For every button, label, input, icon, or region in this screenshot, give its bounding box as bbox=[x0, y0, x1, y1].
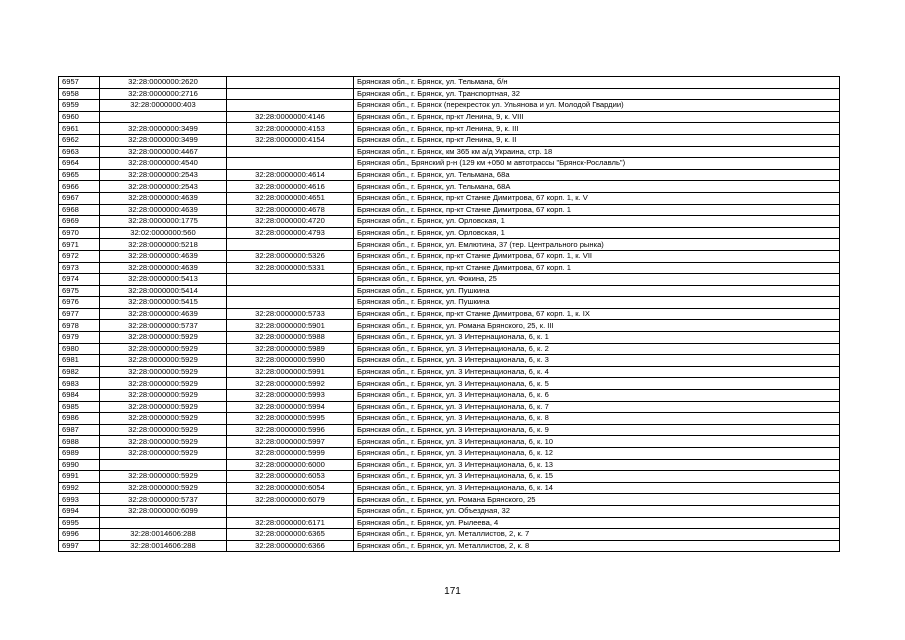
table-row bbox=[59, 343, 840, 355]
related-cadastral-number-cell: 32:28:0000000:5991 bbox=[227, 366, 354, 378]
cadastral-number-cell: 32:28:0000000:5737 bbox=[100, 320, 227, 332]
cadastral-number-cell: 32:28:0000000:5414 bbox=[100, 285, 227, 297]
address-cell: Брянская обл., г. Брянск, пр-кт Станке Димитрова, 67 корп. 1, к. V bbox=[354, 192, 840, 204]
row-number-cell: 6984 bbox=[59, 390, 100, 402]
address-cell: Брянская обл., г. Брянск, ул. 3 Интернационала, 6, к. 3 bbox=[354, 355, 840, 367]
related-cadastral-number-cell: 32:28:0000000:4793 bbox=[227, 227, 354, 239]
address-cell: Брянская обл., г. Брянск, ул. 3 Интернационала, 6, к. 9 bbox=[354, 424, 840, 436]
address-cell: Брянская обл., г. Брянск, ул. Металлистов, 2, к. 7 bbox=[354, 529, 840, 541]
cadastral-number-cell: 32:28:0000000:5415 bbox=[100, 297, 227, 309]
related-cadastral-number-cell: 32:28:0000000:5994 bbox=[227, 401, 354, 413]
related-cadastral-number-cell bbox=[227, 505, 354, 517]
related-cadastral-number-cell: 32:28:0000000:4153 bbox=[227, 123, 354, 135]
address-cell: Брянская обл., г. Брянск, ул. 3 Интернационала, 6, к. 8 bbox=[354, 413, 840, 425]
address-cell: Брянская обл., г. Брянск, ул. Романа Брянского, 25 bbox=[354, 494, 840, 506]
address-cell: Брянская обл., г. Брянск, пр-кт Ленина, 9, к. II bbox=[354, 134, 840, 146]
related-cadastral-number-cell: 32:28:0000000:4651 bbox=[227, 192, 354, 204]
address-cell: Брянская обл., г. Брянск, пр-кт Станке Димитрова, 67 корп. 1, к. VII bbox=[354, 250, 840, 262]
related-cadastral-number-cell: 32:28:0000000:5901 bbox=[227, 320, 354, 332]
address-cell: Брянская обл., г. Брянск, пр-кт Ленина, 9, к. VIII bbox=[354, 111, 840, 123]
row-number-cell: 6986 bbox=[59, 413, 100, 425]
table-row bbox=[59, 274, 840, 286]
table-row bbox=[59, 505, 840, 517]
row-number-cell: 6987 bbox=[59, 424, 100, 436]
table-row bbox=[59, 355, 840, 367]
row-number-cell: 6976 bbox=[59, 297, 100, 309]
related-cadastral-number-cell: 32:28:0000000:4146 bbox=[227, 111, 354, 123]
related-cadastral-number-cell: 32:28:0000000:5997 bbox=[227, 436, 354, 448]
row-number-cell: 6957 bbox=[59, 77, 100, 89]
row-number-cell: 6991 bbox=[59, 471, 100, 483]
related-cadastral-number-cell: 32:28:0000000:6079 bbox=[227, 494, 354, 506]
cadastral-number-cell: 32:28:0000000:5929 bbox=[100, 448, 227, 460]
related-cadastral-number-cell: 32:28:0000000:4614 bbox=[227, 169, 354, 181]
related-cadastral-number-cell: 32:28:0000000:4154 bbox=[227, 134, 354, 146]
related-cadastral-number-cell: 32:28:0000000:5988 bbox=[227, 332, 354, 344]
row-number-cell: 6988 bbox=[59, 436, 100, 448]
table-row bbox=[59, 482, 840, 494]
address-cell: Брянская обл., г. Брянск, ул. Орловская, 1 bbox=[354, 227, 840, 239]
table-row bbox=[59, 77, 840, 89]
related-cadastral-number-cell: 32:28:0000000:4616 bbox=[227, 181, 354, 193]
cadastral-number-cell: 32:28:0000000:5929 bbox=[100, 413, 227, 425]
table-row bbox=[59, 308, 840, 320]
row-number-cell: 6963 bbox=[59, 146, 100, 158]
address-cell: Брянская обл., г. Брянск, ул. 3 Интернационала, 6, к. 13 bbox=[354, 459, 840, 471]
address-cell: Брянская обл., г. Брянск, ул. Тельмана, б/н bbox=[354, 77, 840, 89]
address-cell: Брянская обл., г. Брянск, ул. Тельмана, 68А bbox=[354, 181, 840, 193]
row-number-cell: 6978 bbox=[59, 320, 100, 332]
related-cadastral-number-cell: 32:28:0000000:5995 bbox=[227, 413, 354, 425]
table-row bbox=[59, 123, 840, 135]
row-number-cell: 6958 bbox=[59, 88, 100, 100]
address-cell: Брянская обл., г. Брянск, ул. 3 Интернационала, 6, к. 15 bbox=[354, 471, 840, 483]
row-number-cell: 6992 bbox=[59, 482, 100, 494]
cadastral-number-cell: 32:28:0000000:4540 bbox=[100, 158, 227, 170]
table-row bbox=[59, 134, 840, 146]
cadastral-number-cell: 32:28:0000000:2543 bbox=[100, 169, 227, 181]
row-number-cell: 6995 bbox=[59, 517, 100, 529]
cadastral-number-cell: 32:28:0014606:288 bbox=[100, 540, 227, 552]
cadastral-number-cell bbox=[100, 517, 227, 529]
row-number-cell: 6960 bbox=[59, 111, 100, 123]
related-cadastral-number-cell bbox=[227, 239, 354, 251]
related-cadastral-number-cell: 32:28:0000000:5992 bbox=[227, 378, 354, 390]
table-row bbox=[59, 100, 840, 112]
related-cadastral-number-cell bbox=[227, 285, 354, 297]
cadastral-number-cell: 32:28:0000000:4639 bbox=[100, 192, 227, 204]
row-number-cell: 6961 bbox=[59, 123, 100, 135]
related-cadastral-number-cell: 32:28:0000000:5996 bbox=[227, 424, 354, 436]
row-number-cell: 6979 bbox=[59, 332, 100, 344]
address-cell: Брянская обл., г. Брянск, ул. Тельмана, 68а bbox=[354, 169, 840, 181]
address-cell: Брянская обл., г. Брянск, ул. 3 Интернационала, 6, к. 14 bbox=[354, 482, 840, 494]
cadastral-number-cell: 32:28:0000000:3499 bbox=[100, 134, 227, 146]
table-row bbox=[59, 494, 840, 506]
related-cadastral-number-cell bbox=[227, 88, 354, 100]
table-row bbox=[59, 332, 840, 344]
table-row bbox=[59, 262, 840, 274]
table-row bbox=[59, 88, 840, 100]
address-cell: Брянская обл., г. Брянск, ул. 3 Интернационала, 6, к. 2 bbox=[354, 343, 840, 355]
row-number-cell: 6966 bbox=[59, 181, 100, 193]
address-cell: Брянская обл., г. Брянск, ул. Металлистов, 2, к. 8 bbox=[354, 540, 840, 552]
related-cadastral-number-cell: 32:28:0000000:5999 bbox=[227, 448, 354, 460]
related-cadastral-number-cell: 32:28:0000000:6000 bbox=[227, 459, 354, 471]
row-number-cell: 6974 bbox=[59, 274, 100, 286]
row-number-cell: 6989 bbox=[59, 448, 100, 460]
table-row bbox=[59, 285, 840, 297]
address-cell: Брянская обл., г. Брянск, ул. 3 Интернационала, 6, к. 1 bbox=[354, 332, 840, 344]
cadastral-number-cell: 32:28:0000000:5929 bbox=[100, 390, 227, 402]
cadastral-number-cell: 32:28:0000000:403 bbox=[100, 100, 227, 112]
address-cell: Брянская обл., г. Брянск, ул. Емлютина, 37 (тер. Центрального рынка) bbox=[354, 239, 840, 251]
row-number-cell: 6969 bbox=[59, 216, 100, 228]
cadastral-number-cell: 32:28:0000000:5929 bbox=[100, 436, 227, 448]
address-cell: Брянская обл., г. Брянск, ул. 3 Интернационала, 6, к. 6 bbox=[354, 390, 840, 402]
cadastral-number-cell: 32:28:0000000:4639 bbox=[100, 262, 227, 274]
related-cadastral-number-cell: 32:28:0000000:6365 bbox=[227, 529, 354, 541]
cadastral-number-cell: 32:28:0014606:288 bbox=[100, 529, 227, 541]
cadastral-number-cell: 32:28:0000000:3499 bbox=[100, 123, 227, 135]
row-number-cell: 6964 bbox=[59, 158, 100, 170]
address-cell: Брянская обл., г. Брянск, ул. 3 Интернационала, 6, к. 10 bbox=[354, 436, 840, 448]
row-number-cell: 6975 bbox=[59, 285, 100, 297]
table-row bbox=[59, 192, 840, 204]
related-cadastral-number-cell: 32:28:0000000:5993 bbox=[227, 390, 354, 402]
table-row bbox=[59, 111, 840, 123]
row-number-cell: 6962 bbox=[59, 134, 100, 146]
related-cadastral-number-cell bbox=[227, 158, 354, 170]
related-cadastral-number-cell bbox=[227, 297, 354, 309]
related-cadastral-number-cell bbox=[227, 146, 354, 158]
registry-table bbox=[58, 76, 840, 552]
related-cadastral-number-cell bbox=[227, 100, 354, 112]
related-cadastral-number-cell bbox=[227, 77, 354, 89]
cadastral-number-cell: 32:28:0000000:5929 bbox=[100, 401, 227, 413]
address-cell: Брянская обл., г. Брянск, ул. Орловская, 1 bbox=[354, 216, 840, 228]
related-cadastral-number-cell: 32:28:0000000:6366 bbox=[227, 540, 354, 552]
row-number-cell: 6997 bbox=[59, 540, 100, 552]
row-number-cell: 6982 bbox=[59, 366, 100, 378]
row-number-cell: 6968 bbox=[59, 204, 100, 216]
table-row bbox=[59, 517, 840, 529]
related-cadastral-number-cell: 32:28:0000000:5326 bbox=[227, 250, 354, 262]
cadastral-number-cell: 32:28:0000000:4639 bbox=[100, 204, 227, 216]
table-row bbox=[59, 459, 840, 471]
address-cell: Брянская обл., г. Брянск, ул. 3 Интернационала, 6, к. 4 bbox=[354, 366, 840, 378]
address-cell: Брянская обл., г. Брянск, ул. Фокина, 25 bbox=[354, 274, 840, 286]
related-cadastral-number-cell: 32:28:0000000:5989 bbox=[227, 343, 354, 355]
row-number-cell: 6965 bbox=[59, 169, 100, 181]
address-cell: Брянская обл., г. Брянск, пр-кт Станке Димитрова, 67 корп. 1, к. IX bbox=[354, 308, 840, 320]
table-row bbox=[59, 158, 840, 170]
table-row bbox=[59, 424, 840, 436]
row-number-cell: 6993 bbox=[59, 494, 100, 506]
cadastral-number-cell: 32:28:0000000:5218 bbox=[100, 239, 227, 251]
row-number-cell: 6967 bbox=[59, 192, 100, 204]
table-row bbox=[59, 378, 840, 390]
cadastral-number-cell: 32:28:0000000:5929 bbox=[100, 424, 227, 436]
address-cell: Брянская обл., г. Брянск, ул. Романа Брянского, 25, к. III bbox=[354, 320, 840, 332]
related-cadastral-number-cell: 32:28:0000000:6053 bbox=[227, 471, 354, 483]
table-row bbox=[59, 448, 840, 460]
table-row bbox=[59, 216, 840, 228]
table-row bbox=[59, 146, 840, 158]
row-number-cell: 6959 bbox=[59, 100, 100, 112]
registry-table-body bbox=[59, 77, 840, 552]
cadastral-number-cell: 32:02:0000000:560 bbox=[100, 227, 227, 239]
related-cadastral-number-cell: 32:28:0000000:5990 bbox=[227, 355, 354, 367]
cadastral-number-cell: 32:28:0000000:5929 bbox=[100, 482, 227, 494]
table-row bbox=[59, 471, 840, 483]
row-number-cell: 6972 bbox=[59, 250, 100, 262]
row-number-cell: 6983 bbox=[59, 378, 100, 390]
related-cadastral-number-cell: 32:28:0000000:5733 bbox=[227, 308, 354, 320]
address-cell: Брянская обл., г. Брянск, ул. 3 Интернационала, 6, к. 7 bbox=[354, 401, 840, 413]
cadastral-number-cell: 32:28:0000000:5929 bbox=[100, 378, 227, 390]
related-cadastral-number-cell: 32:28:0000000:6054 bbox=[227, 482, 354, 494]
address-cell: Брянская обл., г. Брянск, пр-кт Станке Димитрова, 67 корп. 1 bbox=[354, 262, 840, 274]
address-cell: Брянская обл., г. Брянск, ул. Транспортная, 32 bbox=[354, 88, 840, 100]
cadastral-number-cell: 32:28:0000000:5737 bbox=[100, 494, 227, 506]
table-row bbox=[59, 204, 840, 216]
cadastral-number-cell: 32:28:0000000:5929 bbox=[100, 332, 227, 344]
related-cadastral-number-cell bbox=[227, 274, 354, 286]
related-cadastral-number-cell: 32:28:0000000:4678 bbox=[227, 204, 354, 216]
address-cell: Брянская обл., г. Брянск, пр-кт Ленина, 9, к. III bbox=[354, 123, 840, 135]
cadastral-number-cell: 32:28:0000000:5929 bbox=[100, 471, 227, 483]
table-row bbox=[59, 227, 840, 239]
cadastral-number-cell bbox=[100, 459, 227, 471]
row-number-cell: 6985 bbox=[59, 401, 100, 413]
cadastral-number-cell: 32:28:0000000:4467 bbox=[100, 146, 227, 158]
address-cell: Брянская обл., г. Брянск, ул. Рылеева, 4 bbox=[354, 517, 840, 529]
cadastral-number-cell: 32:28:0000000:6099 bbox=[100, 505, 227, 517]
page-number: 171 bbox=[444, 586, 461, 597]
related-cadastral-number-cell: 32:28:0000000:5331 bbox=[227, 262, 354, 274]
related-cadastral-number-cell: 32:28:0000000:4720 bbox=[227, 216, 354, 228]
row-number-cell: 6981 bbox=[59, 355, 100, 367]
table-row bbox=[59, 320, 840, 332]
table-row bbox=[59, 239, 840, 251]
cadastral-number-cell: 32:28:0000000:2620 bbox=[100, 77, 227, 89]
table-row bbox=[59, 250, 840, 262]
address-cell: Брянская обл., г. Брянск, ул. Объездная, 32 bbox=[354, 505, 840, 517]
table-row bbox=[59, 366, 840, 378]
row-number-cell: 6990 bbox=[59, 459, 100, 471]
table-row bbox=[59, 529, 840, 541]
row-number-cell: 6980 bbox=[59, 343, 100, 355]
cadastral-number-cell bbox=[100, 111, 227, 123]
cadastral-number-cell: 32:28:0000000:1775 bbox=[100, 216, 227, 228]
table-row bbox=[59, 540, 840, 552]
address-cell: Брянская обл., г. Брянск, ул. Пушкина bbox=[354, 285, 840, 297]
table-row bbox=[59, 390, 840, 402]
row-number-cell: 6996 bbox=[59, 529, 100, 541]
table-row bbox=[59, 297, 840, 309]
cadastral-number-cell: 32:28:0000000:2716 bbox=[100, 88, 227, 100]
address-cell: Брянская обл., г. Брянск (перекресток ул. Ульянова и ул. Молодой Гвардии) bbox=[354, 100, 840, 112]
row-number-cell: 6973 bbox=[59, 262, 100, 274]
row-number-cell: 6977 bbox=[59, 308, 100, 320]
address-cell: Брянская обл., г. Брянск, ул. 3 Интернационала, 6, к. 12 bbox=[354, 448, 840, 460]
address-cell: Брянская обл., г. Брянск, ул. Пушкина bbox=[354, 297, 840, 309]
cadastral-number-cell: 32:28:0000000:5929 bbox=[100, 355, 227, 367]
address-cell: Брянская обл., г. Брянск, пр-кт Станке Димитрова, 67 корп. 1 bbox=[354, 204, 840, 216]
cadastral-number-cell: 32:28:0000000:5929 bbox=[100, 343, 227, 355]
cadastral-number-cell: 32:28:0000000:4639 bbox=[100, 308, 227, 320]
table-row bbox=[59, 181, 840, 193]
table-row bbox=[59, 413, 840, 425]
row-number-cell: 6994 bbox=[59, 505, 100, 517]
row-number-cell: 6971 bbox=[59, 239, 100, 251]
related-cadastral-number-cell: 32:28:0000000:6171 bbox=[227, 517, 354, 529]
table-row bbox=[59, 401, 840, 413]
row-number-cell: 6970 bbox=[59, 227, 100, 239]
table-row bbox=[59, 169, 840, 181]
address-cell: Брянская обл., г. Брянск, км 365 км а/д Украина, стр. 18 bbox=[354, 146, 840, 158]
address-cell: Брянская обл., Брянский р-н (129 км +050 м автотрассы "Брянск-Рославль") bbox=[354, 158, 840, 170]
cadastral-number-cell: 32:28:0000000:5413 bbox=[100, 274, 227, 286]
cadastral-number-cell: 32:28:0000000:2543 bbox=[100, 181, 227, 193]
cadastral-number-cell: 32:28:0000000:5929 bbox=[100, 366, 227, 378]
address-cell: Брянская обл., г. Брянск, ул. 3 Интернационала, 6, к. 5 bbox=[354, 378, 840, 390]
cadastral-number-cell: 32:28:0000000:4639 bbox=[100, 250, 227, 262]
table-row bbox=[59, 436, 840, 448]
